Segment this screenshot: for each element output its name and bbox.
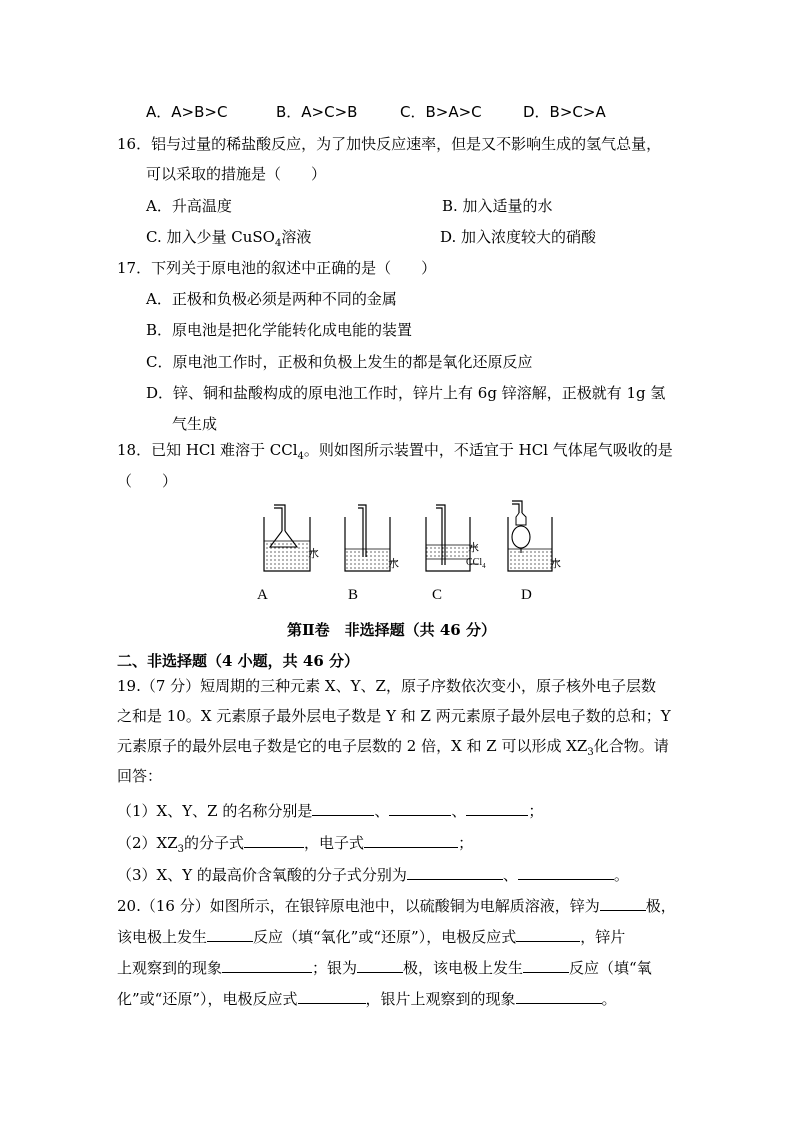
q16-option-c-text: C. 加入少量 CuSO — [146, 228, 275, 246]
q19-sub3-end: 。 — [613, 866, 629, 884]
q17-option-c: C．原电池工作时，正极和负极上发生的都是氧化还原反应 — [146, 353, 533, 371]
q17-option-a: A．正极和负极必须是两种不同的金属 — [146, 290, 397, 308]
q20-line3-end: 反应（填“氧 — [569, 959, 652, 977]
q19-sub2 — [117, 833, 473, 860]
q19-sub3 — [117, 865, 629, 885]
q19-line4: 回答： — [117, 767, 163, 785]
q17-option-d-line2: 气生成 — [172, 415, 218, 433]
ccl4-subscript: 4 — [482, 562, 486, 570]
q20-line2-end: ，锌片 — [580, 928, 626, 946]
q17-option-b: B．原电池是把化学能转化成电能的装置 — [146, 321, 413, 339]
answer-blank-y-name[interactable] — [389, 801, 451, 816]
answer-blank-silver-equation[interactable] — [298, 989, 366, 1004]
answer-blank-z-name[interactable] — [466, 801, 528, 816]
q19-sub2-subscript: 3 — [177, 844, 185, 855]
q19-line3 — [117, 736, 669, 763]
q20-line2-text-mid: 反应（填“氧化”或“还原”），电极反应式 — [253, 928, 517, 946]
q16-option-b: B. 加入适量的水 — [442, 197, 553, 215]
q16-option-d: D. 加入浓度较大的硝酸 — [440, 228, 597, 246]
answer-blank-molecular-formula[interactable] — [244, 833, 304, 848]
q19-sub3-text: （3）X、Y 的最高价含氧酸的分子式分别为 — [117, 866, 407, 884]
q20-line1 — [117, 896, 676, 916]
figure-label-b: B — [348, 587, 359, 603]
q15-option-d: D．B>C>A — [523, 103, 606, 121]
q16-option-c-subscript: 4 — [274, 238, 282, 249]
q19-sub2-end: ； — [458, 834, 474, 852]
figure-label-c: C — [432, 587, 443, 603]
q18-stem-line2: （ ） — [117, 472, 178, 490]
q19-sub3-sep: 、 — [502, 866, 518, 884]
q20-line3-text-c: 极，该电极上发生 — [403, 959, 524, 977]
answer-blank-zinc-equation[interactable] — [516, 927, 580, 942]
q19-sub2-text-mid2: ，电子式 — [304, 834, 365, 852]
q20-line1-end: 极， — [645, 897, 676, 915]
beaker-a — [264, 505, 317, 571]
beaker-c-water-label: 水 — [468, 542, 479, 554]
section2-header: 第Ⅱ卷 非选择题（共 46 分） — [287, 621, 496, 639]
q19-sub1-sep1: 、 — [374, 802, 390, 820]
q19-line3-text-end: 化合物。请 — [593, 737, 669, 755]
beaker-d-water-label: 水 — [550, 558, 561, 570]
q20-line4-text: 化”或“还原”），电极反应式 — [117, 990, 298, 1008]
section2-title: 二、非选择题（4 小题，共 46 分） — [117, 652, 359, 670]
q19-line1: 19.（7 分）短周期的三种元素 X、Y、Z，原子序数依次变小，原子核外电子层数 — [117, 677, 656, 695]
q17-stem: 17．下列关于原电池的叙述中正确的是（ ） — [117, 259, 437, 277]
q16-stem-line1: 16．铝与过量的稀盐酸反应，为了加快反应速率，但是又不影响生成的氢气总量， — [117, 135, 662, 153]
beaker-c-ccl4-label — [466, 557, 486, 570]
q18-apparatus-figure — [250, 495, 580, 580]
q20-line3-text-b: ；银为 — [312, 959, 358, 977]
q16-option-c — [146, 227, 311, 254]
q18-stem-text: 18．已知 HCl 难溶于 CCl — [117, 441, 298, 459]
q19-sub1 — [117, 801, 543, 821]
answer-blank-x-acid[interactable] — [407, 865, 503, 880]
beaker-b-water-label: 水 — [388, 558, 399, 570]
answer-blank-zinc-reaction-type[interactable] — [207, 927, 253, 942]
q20-line3-text: 上观察到的现象 — [117, 959, 223, 977]
q16-stem-line2: 可以采取的措施是（ ） — [146, 165, 327, 183]
q19-line3-text: 元素原子的最外层电子数是它的电子层数的 2 倍，X 和 Z 可以形成 XZ — [117, 737, 588, 755]
beaker-a-water-label: 水 — [308, 548, 319, 560]
q20-line4 — [117, 989, 617, 1009]
q18-stem-line1 — [117, 440, 673, 467]
answer-blank-y-acid[interactable] — [518, 865, 614, 880]
answer-blank-electron-formula[interactable] — [364, 833, 458, 848]
q20-line1-text: 20.（16 分）如图所示，在银锌原电池中，以硫酸铜为电解质溶液，锌为 — [117, 897, 600, 915]
ccl4-text: CCl — [466, 557, 483, 568]
figure-label-a: A — [257, 587, 268, 603]
q16-option-a: A．升高温度 — [146, 197, 232, 215]
answer-blank-x-name[interactable] — [312, 801, 374, 816]
q18-stem-text-end: 。则如图所示装置中，不适宜于 HCl 气体尾气吸收的是 — [303, 441, 673, 459]
q15-option-c: C．B>A>C — [400, 103, 482, 121]
figure-label-d: D — [521, 587, 532, 603]
q19-sub2-text-mid: 的分子式 — [184, 834, 245, 852]
q16-option-c-text-end: 溶液 — [281, 228, 312, 246]
q19-line2: 之和是 10。X 元素原子最外层电子数是 Y 和 Z 两元素原子最外层电子数的总和；Y — [117, 707, 671, 725]
q20-line4-text-b: ，银片上观察到的现象 — [365, 990, 516, 1008]
q19-sub1-end: ； — [528, 802, 544, 820]
q15-option-b: B．A>C>B — [276, 103, 358, 121]
q19-sub1-text: （1）X、Y、Z 的名称分别是 — [117, 802, 313, 820]
q18-stem-subscript: 4 — [297, 451, 304, 462]
q19-line3-subscript: 3 — [587, 747, 594, 758]
q19-sub1-sep2: 、 — [451, 802, 467, 820]
answer-blank-silver-reaction-type[interactable] — [523, 958, 569, 973]
answer-blank-zinc-observation[interactable] — [222, 958, 312, 973]
q20-line2 — [117, 927, 625, 947]
q15-option-a: A．A>B>C — [146, 103, 228, 121]
q20-line3 — [117, 958, 652, 978]
answer-blank-silver-electrode[interactable] — [357, 958, 403, 973]
answer-blank-zinc-electrode[interactable] — [600, 896, 646, 911]
q20-line4-end: 。 — [601, 990, 617, 1008]
q19-sub2-text: （2）XZ — [117, 834, 178, 852]
answer-blank-silver-observation[interactable] — [516, 989, 602, 1004]
q20-line2-text: 该电极上发生 — [117, 928, 208, 946]
q17-option-d-line1: D．锌、铜和盐酸构成的原电池工作时，锌片上有 6g 锌溶解，正极就有 1g 氢 — [146, 384, 666, 402]
